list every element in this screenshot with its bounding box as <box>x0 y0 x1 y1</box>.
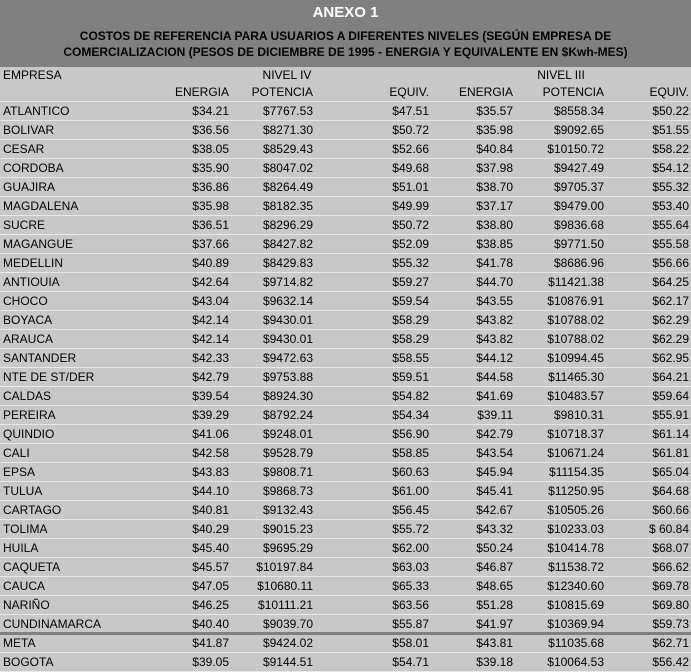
cell-potencia-iii: $11154.35 <box>515 463 606 482</box>
cell-company-name: CESAR <box>0 140 143 159</box>
cell-potencia-iii: $10414.78 <box>515 539 606 558</box>
cell-equiv-iii: $60.66 <box>606 501 691 520</box>
cell-company-name: META <box>0 634 143 653</box>
table-row <box>0 178 691 197</box>
cell-energia-iv: $40.81 <box>143 501 231 520</box>
cell-potencia-iv: $8296.29 <box>231 216 315 235</box>
cost-table <box>0 67 691 672</box>
cell-equiv-iv: $60.63 <box>315 463 431 482</box>
cell-equiv-iii: $64.25 <box>606 273 691 292</box>
cell-equiv-iii: $68.07 <box>606 539 691 558</box>
cell-equiv-iii: $69.80 <box>606 596 691 615</box>
table-row <box>0 292 691 311</box>
cell-potencia-iii: $10671.24 <box>515 444 606 463</box>
cell-company-name: NARIÑO <box>0 596 143 615</box>
subtitle-line-1: COSTOS DE REFERENCIA PARA USUARIOS A DIFERENTES NIVELES (SEGÚN EMPRESA DE <box>79 29 612 43</box>
cell-equiv-iv: $61.00 <box>315 482 431 501</box>
cell-energia-iii: $37.98 <box>431 159 515 178</box>
table-row <box>0 311 691 330</box>
cell-equiv-iii: $58.22 <box>606 140 691 159</box>
cell-equiv-iii: $55.32 <box>606 178 691 197</box>
cell-potencia-iv: $8427.82 <box>231 235 315 254</box>
cell-energia-iv: $34.21 <box>143 102 231 121</box>
cell-energia-iv: $42.14 <box>143 311 231 330</box>
table-row <box>0 197 691 216</box>
cell-potencia-iv: $9714.82 <box>231 273 315 292</box>
cell-energia-iv: $38.05 <box>143 140 231 159</box>
table-row <box>0 102 691 121</box>
cell-equiv-iv: $55.72 <box>315 520 431 539</box>
table-row <box>0 520 691 539</box>
table-row <box>0 444 691 463</box>
cell-potencia-iv: $9528.79 <box>231 444 315 463</box>
group-header-nivel-iv: NIVEL IV <box>262 68 312 82</box>
cell-equiv-iii: $65.04 <box>606 463 691 482</box>
annex-title: ANEXO 1 <box>312 4 379 21</box>
table-row <box>0 558 691 577</box>
cell-equiv-iii: $55.91 <box>606 406 691 425</box>
cell-potencia-iv: $8182.35 <box>231 197 315 216</box>
cell-equiv-iv: $54.82 <box>315 387 431 406</box>
cell-potencia-iii: $11421.38 <box>515 273 606 292</box>
cell-energia-iii: $35.57 <box>431 102 515 121</box>
table-row <box>0 577 691 596</box>
cell-equiv-iii: $66.62 <box>606 558 691 577</box>
cell-energia-iv: $36.51 <box>143 216 231 235</box>
cell-energia-iii: $43.32 <box>431 520 515 539</box>
table-row <box>0 482 691 501</box>
cell-equiv-iii: $56.66 <box>606 254 691 273</box>
cell-potencia-iv: $9039.70 <box>231 615 315 634</box>
cell-potencia-iii: $11538.72 <box>515 558 606 577</box>
cell-energia-iv: $43.83 <box>143 463 231 482</box>
cell-potencia-iii: $10788.02 <box>515 330 606 349</box>
table-row <box>0 539 691 558</box>
table-row <box>0 235 691 254</box>
cell-equiv-iv: $63.56 <box>315 596 431 615</box>
cell-company-name: BOGOTA <box>0 653 143 672</box>
cell-energia-iii: $41.78 <box>431 254 515 273</box>
cell-potencia-iii: $10505.26 <box>515 501 606 520</box>
cell-company-name: CAUCA <box>0 577 143 596</box>
cell-equiv-iii: $61.14 <box>606 425 691 444</box>
cell-equiv-iv: $58.29 <box>315 330 431 349</box>
column-header-empresa: EMPRESA <box>3 68 62 82</box>
cell-energia-iii: $43.54 <box>431 444 515 463</box>
cell-energia-iv: $42.64 <box>143 273 231 292</box>
cell-equiv-iii: $62.29 <box>606 311 691 330</box>
cell-potencia-iii: $10815.69 <box>515 596 606 615</box>
table-row <box>0 501 691 520</box>
cell-energia-iv: $39.54 <box>143 387 231 406</box>
column-header-potencia-iv: POTENCIA <box>231 84 315 102</box>
cell-company-name: CALI <box>0 444 143 463</box>
cell-energia-iv: $40.40 <box>143 615 231 634</box>
cell-energia-iv: $36.86 <box>143 178 231 197</box>
cell-equiv-iv: $50.72 <box>315 216 431 235</box>
cell-potencia-iv: $9248.01 <box>231 425 315 444</box>
cell-potencia-iv: $8264.49 <box>231 178 315 197</box>
cell-company-name: TOLIMA <box>0 520 143 539</box>
cell-potencia-iii: $10876.91 <box>515 292 606 311</box>
cell-energia-iv: $35.98 <box>143 197 231 216</box>
cell-energia-iv: $43.04 <box>143 292 231 311</box>
cell-energia-iii: $38.70 <box>431 178 515 197</box>
cell-company-name: CUNDINAMARCA <box>0 615 143 634</box>
cell-equiv-iii: $ 60.84 <box>606 520 691 539</box>
cell-energia-iv: $41.06 <box>143 425 231 444</box>
cell-potencia-iii: $10718.37 <box>515 425 606 444</box>
cell-potencia-iii: $12340.60 <box>515 577 606 596</box>
cell-equiv-iv: $51.01 <box>315 178 431 197</box>
cell-equiv-iii: $51.55 <box>606 121 691 140</box>
cell-energia-iv: $35.90 <box>143 159 231 178</box>
cell-energia-iii: $51.28 <box>431 596 515 615</box>
cell-energia-iv: $45.40 <box>143 539 231 558</box>
cell-company-name: PEREIRA <box>0 406 143 425</box>
cell-potencia-iii: $10788.02 <box>515 311 606 330</box>
cell-potencia-iii: $10150.72 <box>515 140 606 159</box>
table-row <box>0 330 691 349</box>
cell-company-name: TULUA <box>0 482 143 501</box>
cell-equiv-iii: $56.42 <box>606 653 691 672</box>
cell-potencia-iii: $11250.95 <box>515 482 606 501</box>
cell-potencia-iii: $9810.31 <box>515 406 606 425</box>
cell-energia-iv: $42.33 <box>143 349 231 368</box>
cell-equiv-iii: $54.12 <box>606 159 691 178</box>
cell-company-name: ATLANTICO <box>0 102 143 121</box>
cell-energia-iii: $44.12 <box>431 349 515 368</box>
cell-equiv-iv: $50.72 <box>315 121 431 140</box>
cell-energia-iv: $42.58 <box>143 444 231 463</box>
table-row <box>0 121 691 140</box>
column-header-equiv-iv: EQUIV. <box>315 84 431 102</box>
table-row <box>0 406 691 425</box>
cell-company-name: MEDELLIN <box>0 254 143 273</box>
cell-energia-iii: $50.24 <box>431 539 515 558</box>
cell-potencia-iii: $10064.53 <box>515 653 606 672</box>
subtitle-line-2: COMERCIALIZACION (PESOS DE DICIEMBRE DE 1995 - ENERGIA Y EQUIVALENTE EN $Kwh-MES) <box>63 45 628 59</box>
cell-equiv-iv: $56.90 <box>315 425 431 444</box>
cell-equiv-iv: $56.45 <box>315 501 431 520</box>
cell-potencia-iii: $9427.49 <box>515 159 606 178</box>
cell-equiv-iv: $58.85 <box>315 444 431 463</box>
cell-energia-iii: $45.41 <box>431 482 515 501</box>
cell-energia-iii: $48.65 <box>431 577 515 596</box>
header-band <box>0 0 691 67</box>
column-header-energia-iv: ENERGIA <box>143 84 231 102</box>
cell-equiv-iv: $65.33 <box>315 577 431 596</box>
cell-energia-iii: $42.79 <box>431 425 515 444</box>
cell-equiv-iv: $52.09 <box>315 235 431 254</box>
cell-potencia-iv: $9015.23 <box>231 520 315 539</box>
cell-energia-iii: $43.55 <box>431 292 515 311</box>
cell-energia-iv: $41.87 <box>143 634 231 653</box>
cell-potencia-iv: $7767.53 <box>231 102 315 121</box>
cell-potencia-iv: $9472.63 <box>231 349 315 368</box>
table-row <box>0 159 691 178</box>
cell-potencia-iii: $8558.34 <box>515 102 606 121</box>
table-row <box>0 634 691 653</box>
cell-energia-iv: $37.66 <box>143 235 231 254</box>
cell-company-name: ARAUCA <box>0 330 143 349</box>
cell-energia-iii: $43.82 <box>431 311 515 330</box>
cell-potencia-iv: $9808.71 <box>231 463 315 482</box>
cell-equiv-iv: $59.54 <box>315 292 431 311</box>
cell-energia-iii: $43.82 <box>431 330 515 349</box>
cell-company-name: SANTANDER <box>0 349 143 368</box>
cell-equiv-iv: $63.03 <box>315 558 431 577</box>
group-header-nivel-iii: NIVEL III <box>537 68 585 82</box>
cell-equiv-iii: $62.95 <box>606 349 691 368</box>
cell-company-name: NTE DE ST/DER <box>0 368 143 387</box>
cell-potencia-iv: $9144.51 <box>231 653 315 672</box>
cell-energia-iii: $45.94 <box>431 463 515 482</box>
cell-equiv-iii: $62.71 <box>606 634 691 653</box>
column-header-blank <box>0 84 143 102</box>
column-header-row <box>0 84 691 102</box>
cell-company-name: BOYACA <box>0 311 143 330</box>
cell-potencia-iv: $9753.88 <box>231 368 315 387</box>
table-row <box>0 216 691 235</box>
cell-potencia-iii: $9771.50 <box>515 235 606 254</box>
cell-equiv-iv: $55.87 <box>315 615 431 634</box>
table-row <box>0 368 691 387</box>
cell-equiv-iv: $59.51 <box>315 368 431 387</box>
cell-energia-iii: $38.85 <box>431 235 515 254</box>
cell-energia-iii: $39.11 <box>431 406 515 425</box>
cell-equiv-iii: $59.73 <box>606 615 691 634</box>
cell-energia-iii: $41.69 <box>431 387 515 406</box>
document-subtitle <box>0 28 691 60</box>
cell-potencia-iii: $11465.30 <box>515 368 606 387</box>
cell-energia-iv: $40.29 <box>143 520 231 539</box>
cell-potencia-iii: $8686.96 <box>515 254 606 273</box>
cell-energia-iii: $42.67 <box>431 501 515 520</box>
cell-equiv-iv: $54.34 <box>315 406 431 425</box>
cell-potencia-iii: $9479.00 <box>515 197 606 216</box>
cell-energia-iv: $45.57 <box>143 558 231 577</box>
cell-equiv-iii: $50.22 <box>606 102 691 121</box>
cell-energia-iii: $46.87 <box>431 558 515 577</box>
cell-energia-iii: $40.84 <box>431 140 515 159</box>
cell-potencia-iv: $8529.43 <box>231 140 315 159</box>
column-header-potencia-iii: POTENCIA <box>515 84 606 102</box>
cell-energia-iv: $40.89 <box>143 254 231 273</box>
table-row <box>0 140 691 159</box>
cell-potencia-iii: $10994.45 <box>515 349 606 368</box>
cell-company-name: CARTAGO <box>0 501 143 520</box>
cell-energia-iii: $41.97 <box>431 615 515 634</box>
cell-potencia-iv: $9632.14 <box>231 292 315 311</box>
cell-company-name: MAGANGUE <box>0 235 143 254</box>
cell-equiv-iv: $55.32 <box>315 254 431 273</box>
cell-equiv-iv: $62.00 <box>315 539 431 558</box>
cell-equiv-iv: $47.51 <box>315 102 431 121</box>
cell-equiv-iii: $53.40 <box>606 197 691 216</box>
cell-energia-iii: $35.98 <box>431 121 515 140</box>
cell-equiv-iv: $49.68 <box>315 159 431 178</box>
table-row <box>0 254 691 273</box>
cell-potencia-iv: $9430.01 <box>231 311 315 330</box>
cell-equiv-iii: $55.64 <box>606 216 691 235</box>
cell-energia-iv: $46.25 <box>143 596 231 615</box>
cell-equiv-iii: $62.17 <box>606 292 691 311</box>
cell-equiv-iii: $61.81 <box>606 444 691 463</box>
cell-company-name: BOLIVAR <box>0 121 143 140</box>
table-row <box>0 615 691 634</box>
cell-company-name: EPSA <box>0 463 143 482</box>
cell-company-name: HUILA <box>0 539 143 558</box>
cell-potencia-iii: $9092.65 <box>515 121 606 140</box>
cell-company-name: CAQUETA <box>0 558 143 577</box>
cell-potencia-iv: $8792.24 <box>231 406 315 425</box>
cell-potencia-iv: $9424.02 <box>231 634 315 653</box>
cell-energia-iii: $44.58 <box>431 368 515 387</box>
cell-potencia-iii: $11035.68 <box>515 634 606 653</box>
cell-potencia-iv: $8047.02 <box>231 159 315 178</box>
cell-potencia-iii: $10369.94 <box>515 615 606 634</box>
table-row <box>0 349 691 368</box>
cell-energia-iii: $43.81 <box>431 634 515 653</box>
cell-equiv-iii: $64.68 <box>606 482 691 501</box>
cell-energia-iv: $44.10 <box>143 482 231 501</box>
cell-energia-iv: $42.14 <box>143 330 231 349</box>
cell-potencia-iv: $10111.21 <box>231 596 315 615</box>
cell-company-name: ANTIOUIA <box>0 273 143 292</box>
cell-equiv-iv: $54.71 <box>315 653 431 672</box>
cell-energia-iv: $39.05 <box>143 653 231 672</box>
cell-equiv-iv: $59.27 <box>315 273 431 292</box>
cell-company-name: CHOCO <box>0 292 143 311</box>
cell-potencia-iii: $10233.03 <box>515 520 606 539</box>
cell-potencia-iv: $9868.73 <box>231 482 315 501</box>
cell-energia-iv: $42.79 <box>143 368 231 387</box>
column-header-energia-iii: ENERGIA <box>431 84 515 102</box>
cell-potencia-iii: $10483.57 <box>515 387 606 406</box>
column-header-equiv-iii: EQUIV. <box>606 84 691 102</box>
cell-potencia-iv: $10680.11 <box>231 577 315 596</box>
cell-company-name: QUINDIO <box>0 425 143 444</box>
cell-potencia-iv: $9695.29 <box>231 539 315 558</box>
cell-equiv-iii: $64.21 <box>606 368 691 387</box>
cell-company-name: CORDOBA <box>0 159 143 178</box>
group-header-row <box>0 67 691 84</box>
cell-equiv-iii: $62.29 <box>606 330 691 349</box>
cell-equiv-iv: $52.66 <box>315 140 431 159</box>
table-row <box>0 387 691 406</box>
table-row <box>0 463 691 482</box>
table-row <box>0 596 691 615</box>
cell-potencia-iii: $9836.68 <box>515 216 606 235</box>
cell-energia-iii: $38.80 <box>431 216 515 235</box>
cell-company-name: MAGDALENA <box>0 197 143 216</box>
cell-energia-iii: $39.18 <box>431 653 515 672</box>
table-row <box>0 653 691 672</box>
cell-potencia-iv: $8924.30 <box>231 387 315 406</box>
cell-equiv-iv: $49.99 <box>315 197 431 216</box>
cell-energia-iv: $47.05 <box>143 577 231 596</box>
cell-company-name: SUCRE <box>0 216 143 235</box>
cell-equiv-iii: $59.64 <box>606 387 691 406</box>
cell-potencia-iv: $8271.30 <box>231 121 315 140</box>
cell-equiv-iv: $58.01 <box>315 634 431 653</box>
cell-potencia-iv: $8429.83 <box>231 254 315 273</box>
table-row <box>0 425 691 444</box>
cell-potencia-iv: $9430.01 <box>231 330 315 349</box>
cell-energia-iv: $36.56 <box>143 121 231 140</box>
cell-company-name: GUAJIRA <box>0 178 143 197</box>
cell-equiv-iii: $69.78 <box>606 577 691 596</box>
cell-potencia-iv: $10197.84 <box>231 558 315 577</box>
cell-energia-iii: $37.17 <box>431 197 515 216</box>
table-row <box>0 273 691 292</box>
cell-equiv-iii: $55.58 <box>606 235 691 254</box>
cell-equiv-iv: $58.29 <box>315 311 431 330</box>
cell-energia-iii: $44.70 <box>431 273 515 292</box>
cell-potencia-iv: $9132.43 <box>231 501 315 520</box>
cell-company-name: CALDAS <box>0 387 143 406</box>
cell-energia-iv: $39.29 <box>143 406 231 425</box>
cell-equiv-iv: $58.55 <box>315 349 431 368</box>
cell-potencia-iii: $9705.37 <box>515 178 606 197</box>
